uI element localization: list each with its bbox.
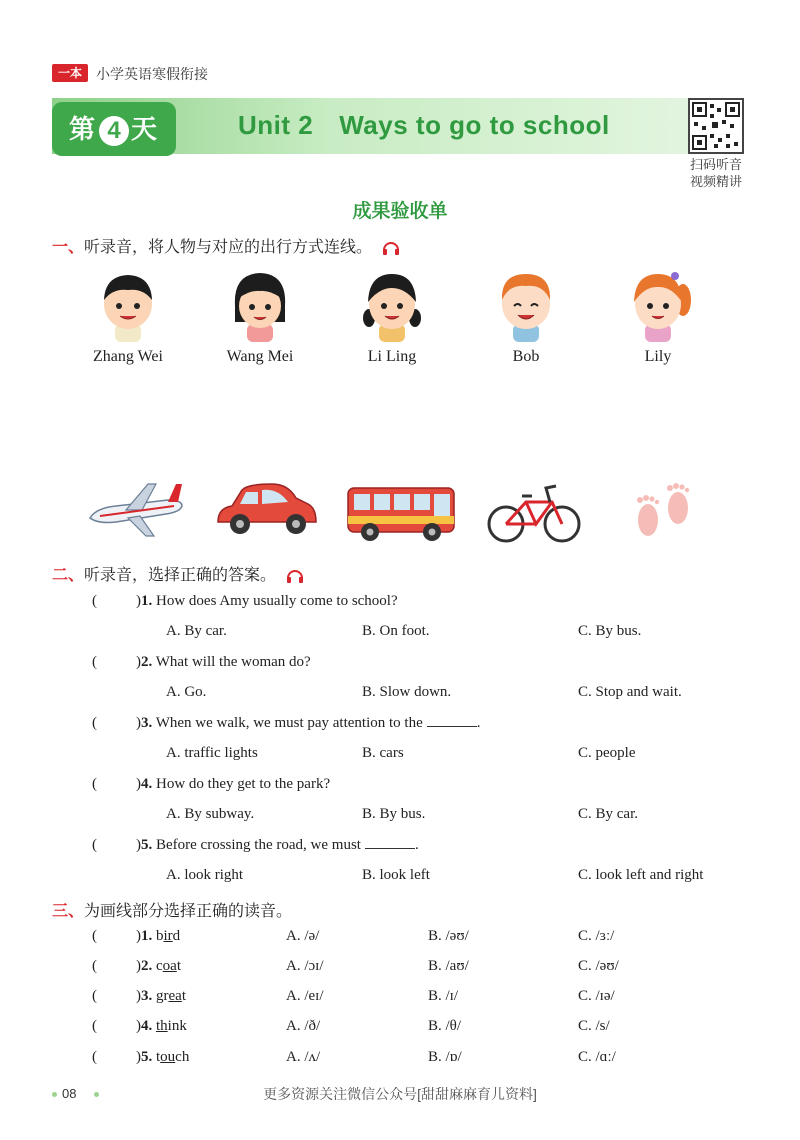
- section1-number: 一、: [52, 239, 85, 256]
- question-1: [136, 593, 398, 610]
- paren-close: ): [136, 988, 141, 1004]
- option-a[interactable]: A. /ɔɪ/: [286, 958, 324, 974]
- paren-close: ): [136, 654, 141, 670]
- page-number: 08: [62, 1086, 77, 1101]
- day-suffix: 天: [131, 114, 160, 144]
- item-number: 3.: [141, 988, 153, 1004]
- option-b[interactable]: B. /ɒ/: [428, 1049, 462, 1065]
- section3-instruction: 为画线部分选择正确的读音。: [84, 903, 293, 920]
- qr-caption: [678, 156, 754, 190]
- question-text: How does Amy usually come to school?: [156, 593, 398, 609]
- paren-close: ): [136, 1049, 141, 1065]
- section1-header: [52, 234, 400, 257]
- qr-caption-line1: 扫码听音: [689, 157, 742, 172]
- person-name: Li Ling: [367, 348, 417, 365]
- bike-icon: [486, 478, 582, 551]
- answer-paren-open[interactable]: (: [92, 988, 97, 1004]
- option-b[interactable]: B. /əʊ/: [428, 928, 469, 944]
- car-icon: [212, 478, 320, 547]
- unit-number: Unit 2: [238, 110, 314, 140]
- question-text: Before crossing the road, we must: [156, 837, 361, 853]
- word: think: [156, 1018, 187, 1034]
- option-c[interactable]: C. By car.: [578, 806, 638, 822]
- headphone-icon[interactable]: [382, 240, 400, 256]
- question-number: 5.: [141, 837, 153, 853]
- item-number: 2.: [141, 958, 153, 974]
- question-number: 1.: [141, 593, 153, 609]
- unit-name: Ways to go to school: [339, 110, 610, 140]
- paren-close: ): [136, 958, 141, 974]
- option-a[interactable]: A. /ʌ/: [286, 1049, 321, 1065]
- person-name: Zhang Wei: [93, 348, 163, 365]
- paren-close: ): [136, 715, 141, 731]
- question-tail: .: [414, 837, 419, 853]
- girl-face-icon: [225, 266, 295, 342]
- option-a[interactable]: A. look right: [166, 867, 244, 883]
- section1-instruction: 听录音，将人物与对应的出行方式连线。: [84, 239, 373, 256]
- question-number: 3.: [141, 715, 153, 731]
- brand-logo: 一本: [52, 64, 88, 82]
- question-3: [136, 715, 481, 732]
- option-c[interactable]: C. By bus.: [578, 623, 642, 639]
- option-a[interactable]: A. /eɪ/: [286, 988, 324, 1004]
- question-tail: .: [476, 715, 481, 731]
- boy-face-icon: [93, 266, 163, 342]
- option-b[interactable]: B. On foot.: [362, 623, 430, 639]
- option-c[interactable]: C. look left and right: [578, 867, 704, 883]
- person-bob: [476, 266, 576, 366]
- question-text: What will the woman do?: [155, 654, 311, 670]
- question-5: [136, 837, 419, 854]
- section2-number: 二、: [52, 567, 85, 584]
- option-c[interactable]: C. people: [578, 745, 636, 761]
- day-number: 4: [99, 116, 129, 146]
- person-zhang-wei: [78, 266, 178, 366]
- question-2: [136, 654, 311, 671]
- question-4: [136, 776, 330, 793]
- question-text: When we walk, we must pay attention to the: [155, 715, 423, 731]
- paren-close: ): [136, 928, 141, 944]
- boy-orange-hair-face-icon: [491, 266, 561, 342]
- option-a[interactable]: A. /ə/: [286, 928, 320, 944]
- person-wang-mei: [210, 266, 310, 366]
- option-a[interactable]: A. traffic lights: [166, 745, 258, 761]
- headphone-icon[interactable]: [286, 568, 304, 584]
- option-c[interactable]: C. /ɑː/: [578, 1049, 616, 1065]
- paren-close: ): [136, 1018, 141, 1034]
- question-text: How do they get to the park?: [156, 776, 331, 792]
- qr-caption-line2: 视频精讲: [689, 174, 742, 189]
- item-number: 1.: [141, 928, 153, 944]
- option-b[interactable]: B. /aʊ/: [428, 958, 469, 974]
- answer-paren-open[interactable]: (: [92, 837, 97, 853]
- day-badge: [52, 102, 176, 156]
- section2-instruction: 听录音，选择正确的答案。: [84, 567, 277, 584]
- answer-paren-open[interactable]: (: [92, 593, 97, 609]
- qr-code-icon[interactable]: [688, 98, 744, 154]
- item-number: 4.: [141, 1018, 153, 1034]
- word: bird: [156, 928, 181, 944]
- option-a[interactable]: A. By car.: [166, 623, 227, 639]
- paren-close: ): [136, 776, 141, 792]
- section2-header: [52, 562, 304, 585]
- answer-paren-open[interactable]: (: [92, 654, 97, 670]
- person-name: Lily: [644, 348, 672, 365]
- section3-header: [52, 898, 292, 921]
- person-li-ling: [342, 266, 442, 366]
- footprints-icon: [630, 478, 700, 549]
- word: great: [156, 988, 186, 1004]
- item-number: 5.: [141, 1049, 153, 1065]
- option-b[interactable]: B. By bus.: [362, 806, 426, 822]
- option-c[interactable]: C. /ɪə/: [578, 988, 615, 1004]
- section3-number: 三、: [52, 903, 85, 920]
- answer-blank[interactable]: [365, 848, 415, 849]
- option-a[interactable]: A. /ð/: [286, 1018, 321, 1034]
- paren-close: ): [136, 593, 141, 609]
- option-c[interactable]: C. Stop and wait.: [578, 684, 682, 700]
- option-b[interactable]: B. look left: [362, 867, 430, 883]
- option-b[interactable]: B. /θ/: [428, 1018, 462, 1034]
- answer-blank[interactable]: [427, 726, 477, 727]
- answer-paren-open[interactable]: (: [92, 715, 97, 731]
- sheet-title: 成果验收单: [352, 201, 448, 222]
- option-c[interactable]: C. /ɜː/: [578, 928, 615, 944]
- day-prefix: 第: [68, 114, 97, 144]
- unit-title: [232, 110, 610, 141]
- bus-icon: [344, 482, 460, 549]
- option-a[interactable]: A. By subway.: [166, 806, 255, 822]
- option-b[interactable]: B. /ɪ/: [428, 988, 459, 1004]
- plane-icon: [86, 472, 186, 547]
- question-number: 2.: [141, 654, 153, 670]
- answer-paren-open[interactable]: (: [92, 1049, 97, 1065]
- question-number: 4.: [141, 776, 153, 792]
- answer-paren-open[interactable]: (: [92, 1018, 97, 1034]
- option-a[interactable]: A. Go.: [166, 684, 207, 700]
- option-b[interactable]: B. cars: [362, 745, 404, 761]
- word: touch: [156, 1049, 190, 1065]
- option-b[interactable]: B. Slow down.: [362, 684, 452, 700]
- answer-paren-open[interactable]: (: [92, 776, 97, 792]
- footer-note: 更多资源关注微信公众号[甜甜麻麻育儿资料]: [263, 1086, 537, 1102]
- girl-ponytail-face-icon: [623, 266, 693, 342]
- person-name: Bob: [512, 348, 540, 365]
- series-title: 小学英语寒假衔接: [96, 66, 208, 82]
- answer-paren-open[interactable]: (: [92, 928, 97, 944]
- answer-paren-open[interactable]: (: [92, 958, 97, 974]
- option-c[interactable]: C. /s/: [578, 1018, 610, 1034]
- girl-pigtails-face-icon: [357, 266, 427, 342]
- word: coat: [156, 958, 182, 974]
- person-lily: [608, 266, 708, 366]
- person-name: Wang Mei: [226, 348, 294, 365]
- paren-close: ): [136, 837, 141, 853]
- option-c[interactable]: C. /əʊ/: [578, 958, 619, 974]
